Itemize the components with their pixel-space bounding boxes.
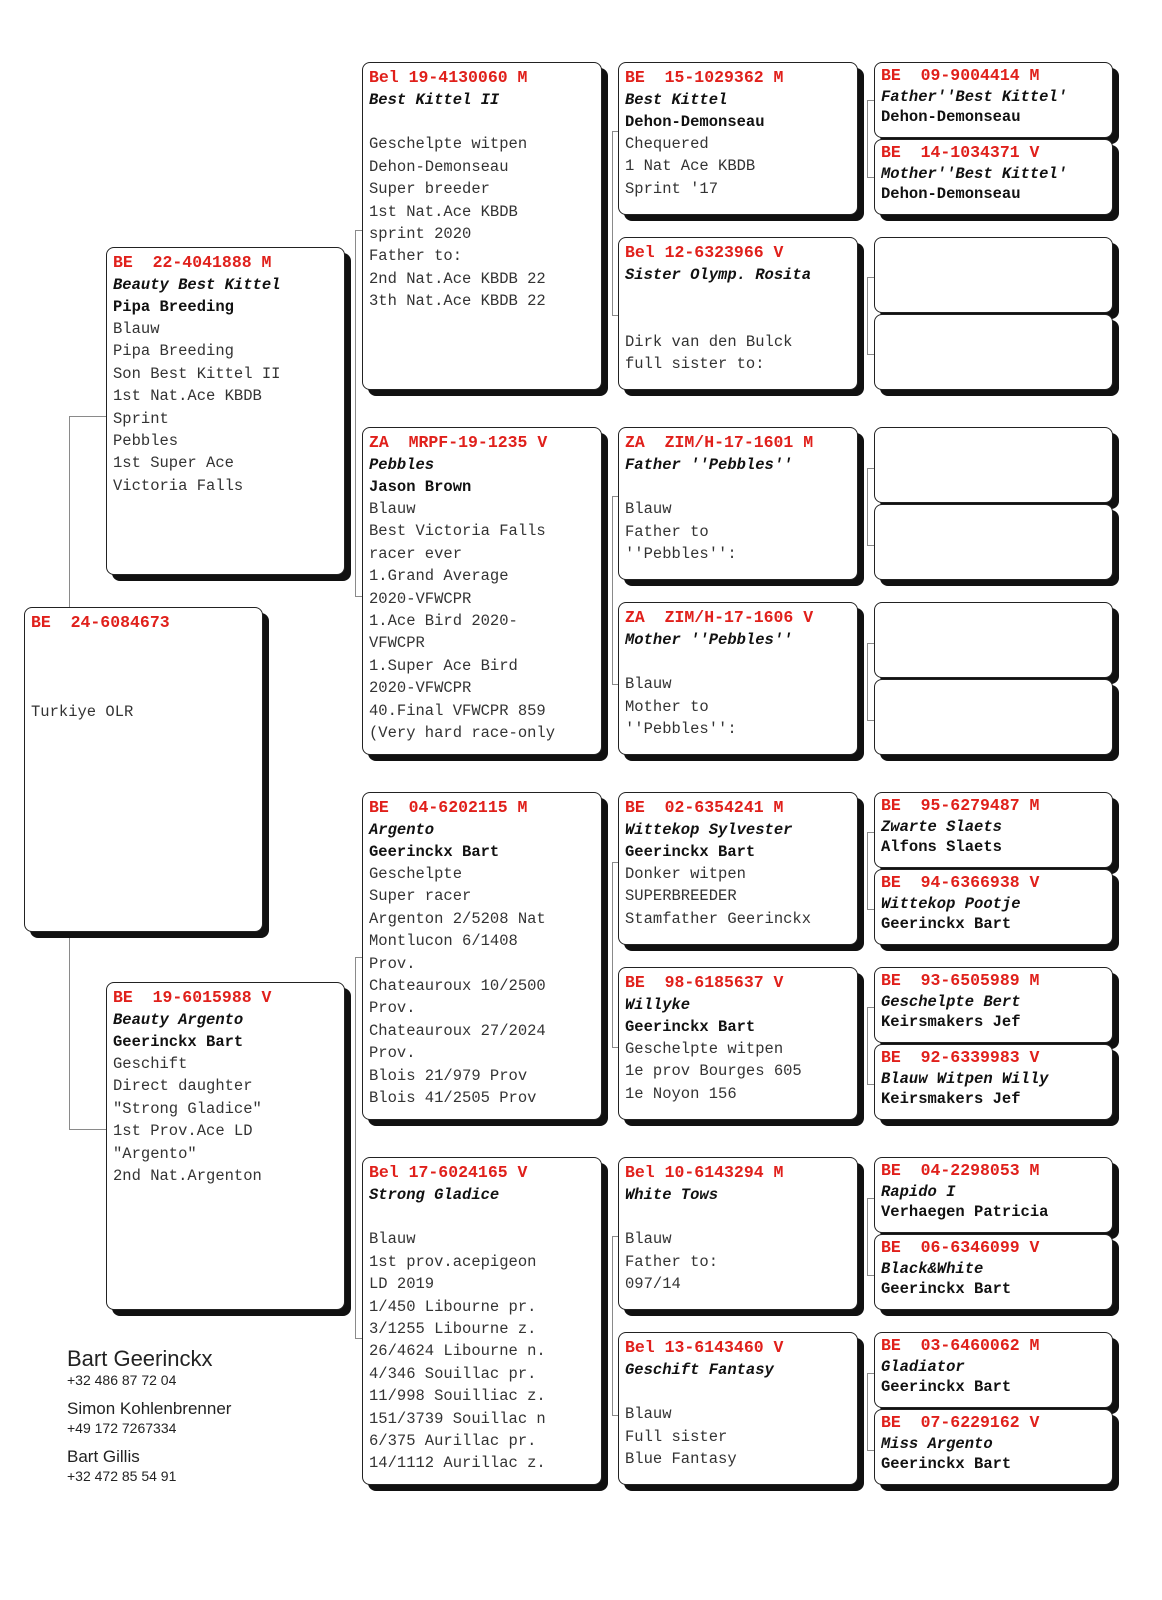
info-line: Blue Fantasy xyxy=(625,1450,737,1469)
contact-name: Simon Kohlenbrenner xyxy=(67,1399,232,1418)
pigeon-name: Wittekop Pootje xyxy=(881,895,1021,913)
info-line xyxy=(625,308,851,330)
breeder-name: Geerinckx Bart xyxy=(625,843,756,861)
granddam-paternal-card[interactable] xyxy=(362,427,602,755)
ancestor-card-g4-4[interactable] xyxy=(874,427,1113,503)
info-line xyxy=(625,286,851,308)
info-line: Father to xyxy=(625,522,709,541)
info-line: 1st Nat.Ace KBDB xyxy=(113,387,262,406)
ring-number: BE 93-6505989 M xyxy=(881,971,1040,990)
info-line: 6/375 Aurillac pr. xyxy=(369,1432,537,1451)
info-line: Blauw xyxy=(625,675,672,694)
info-line: "Strong Gladice" xyxy=(113,1099,262,1118)
info-line: Blauw xyxy=(369,500,416,518)
info-line: 1 Nat Ace KBDB xyxy=(625,157,756,176)
breeder-name: Verhaegen Patricia xyxy=(881,1203,1049,1221)
ancestor-card-g3-4[interactable] xyxy=(618,792,858,945)
ring-number: BE 04-2298053 M xyxy=(881,1161,1040,1180)
dam-card[interactable] xyxy=(106,982,345,1310)
info-line: 2020-VFWCPR xyxy=(369,589,472,608)
ancestor-card-g3-1[interactable] xyxy=(618,237,858,390)
info-line: SUPERBREEDER xyxy=(625,887,737,906)
info-line: sprint 2020 xyxy=(369,225,472,244)
info-line: Pebbles xyxy=(113,432,179,451)
connector-g3-5 xyxy=(867,1007,874,1085)
info-line: Turkiye OLR xyxy=(31,703,134,722)
breeder-name: Geerinckx Bart xyxy=(369,843,500,861)
pigeon-name: Strong Gladice xyxy=(369,1186,500,1204)
breeder-name: Keirsmakers Jef xyxy=(881,1013,1021,1031)
info-line: Blois 21/979 Prov xyxy=(369,1066,528,1085)
contact-name: Bart Geerinckx xyxy=(67,1346,213,1371)
ring-number: BE 24-6084673 xyxy=(31,613,170,632)
pigeon-name: Mother ''Pebbles'' xyxy=(625,631,793,649)
info-line: 097/14 xyxy=(625,1275,681,1294)
info-line xyxy=(625,651,851,673)
ring-number: ZA MRPF-19-1235 V xyxy=(369,433,548,452)
pigeon-name: Geschelpte Bert xyxy=(881,993,1021,1011)
pigeon-name: Mother''Best Kittel' xyxy=(881,165,1068,183)
ancestor-card-g4-2[interactable] xyxy=(874,237,1113,313)
ancestor-card-g4-8[interactable] xyxy=(874,792,1113,868)
ancestor-card-g3-6[interactable] xyxy=(618,1157,858,1310)
connector-g3-6 xyxy=(867,1198,874,1276)
info-line: Sprint xyxy=(113,409,169,428)
info-line: 3th Nat.Ace KBDB 22 xyxy=(369,292,546,311)
ring-number: BE 03-6460062 M xyxy=(881,1336,1040,1355)
info-line: 1st Prov.Ace LD xyxy=(113,1122,253,1141)
info-line: Geschelpte witpen xyxy=(625,1040,784,1058)
contact-phone[interactable]: +32 472 85 54 91 xyxy=(67,1468,177,1484)
breeder-name: Geerinckx Bart xyxy=(881,1378,1012,1396)
info-line xyxy=(369,111,595,133)
contact-name: Bart Gillis xyxy=(67,1447,140,1466)
info-line: Father to: xyxy=(369,247,463,266)
info-line: Geschelpte xyxy=(369,865,463,883)
info-line: racer ever xyxy=(369,544,463,563)
ancestor-card-g4-12[interactable] xyxy=(874,1157,1113,1233)
breeder-name: Alfons Slaets xyxy=(881,838,1002,856)
connector-g3-1 xyxy=(867,277,874,355)
info-line: Victoria Falls xyxy=(113,476,244,495)
contact-block xyxy=(67,1346,231,1494)
info-line xyxy=(625,1206,851,1228)
info-line: Mother to xyxy=(625,697,709,716)
connector-g3-4 xyxy=(867,832,874,910)
connector-g3-3 xyxy=(867,643,874,721)
info-line: Pipa Breeding xyxy=(113,342,234,361)
info-line: Dirk van den Bulck xyxy=(625,332,793,351)
info-line: Prov. xyxy=(369,999,416,1018)
info-line xyxy=(31,634,256,656)
info-line: 40.Final VFWCPR 859 xyxy=(369,701,546,720)
ancestor-card-g4-7[interactable] xyxy=(874,679,1113,755)
info-line: "Argento" xyxy=(113,1144,197,1163)
info-line: Stamfather Geerinckx xyxy=(625,909,812,928)
info-line: Chateauroux 27/2024 xyxy=(369,1021,546,1040)
ancestor-card-g4-1[interactable] xyxy=(874,139,1113,215)
info-line: 2nd Nat.Ace KBDB 22 xyxy=(369,269,546,288)
pigeon-name: Willyke xyxy=(625,996,691,1014)
ancestor-card-g4-9[interactable] xyxy=(874,869,1113,945)
ring-number: BE 95-6279487 M xyxy=(881,796,1040,815)
ring-number: BE 94-6366938 V xyxy=(881,873,1040,892)
ancestor-card-g3-7[interactable] xyxy=(618,1332,858,1485)
ancestor-card-g4-10[interactable] xyxy=(874,967,1113,1043)
info-line: full sister to: xyxy=(625,355,765,374)
pigeon-name: Rapido I xyxy=(881,1183,956,1201)
pigeon-name: Best Kittel II xyxy=(369,91,500,109)
pigeon-name: Argento xyxy=(369,821,435,839)
connector-g3-0 xyxy=(867,100,874,178)
info-line: LD 2019 xyxy=(369,1275,435,1294)
ancestor-card-g4-6[interactable] xyxy=(874,602,1113,678)
info-line: Full sister xyxy=(625,1427,728,1446)
breeder-name: Geerinckx Bart xyxy=(625,1018,756,1036)
ring-number: ZA ZIM/H-17-1606 V xyxy=(625,608,814,627)
ring-number: Bel 17-6024165 V xyxy=(369,1163,528,1182)
pigeon-name: Sister Olymp. Rosita xyxy=(625,266,812,284)
info-line xyxy=(369,1206,595,1228)
pigeon-name: Black&White xyxy=(881,1260,984,1278)
grandsire-paternal-card[interactable] xyxy=(362,62,602,390)
pigeon-name: Gladiator xyxy=(881,1358,965,1376)
ring-number: BE 09-9004414 M xyxy=(881,66,1040,85)
info-line: 11/998 Souilliac z. xyxy=(369,1387,546,1406)
breeder-name: Geerinckx Bart xyxy=(881,915,1012,933)
pigeon-name: Zwarte Slaets xyxy=(881,818,1002,836)
pigeon-name: Father''Best Kittel' xyxy=(881,88,1068,106)
ring-number: BE 07-6229162 V xyxy=(881,1413,1040,1432)
breeder-name: Dehon-Demonseau xyxy=(625,113,765,131)
pigeon-name: White Tows xyxy=(625,1186,719,1204)
info-line: 2020-VFWCPR xyxy=(369,679,472,698)
ring-number: BE 14-1034371 V xyxy=(881,143,1040,162)
breeder-name: Pipa Breeding xyxy=(113,298,234,316)
info-line xyxy=(625,1381,851,1403)
breeder-name: Jason Brown xyxy=(369,478,472,496)
info-line: Blauw xyxy=(625,500,672,519)
info-line: ''Pebbles'': xyxy=(625,545,737,564)
info-line xyxy=(625,476,851,498)
info-line: (Very hard race-only xyxy=(369,724,556,743)
breeder-name: Dehon-Demonseau xyxy=(881,185,1021,203)
info-line: Blauw xyxy=(113,320,160,338)
info-line: Direct daughter xyxy=(113,1077,253,1096)
info-line: Geschift xyxy=(113,1055,188,1073)
info-line: Sprint '17 xyxy=(625,179,719,198)
info-line: 1st Super Ace xyxy=(113,454,234,473)
breeder-name: Geerinckx Bart xyxy=(113,1033,244,1051)
info-line: Blauw xyxy=(625,1405,672,1424)
pigeon-name: Beauty Best Kittel xyxy=(113,276,281,294)
ring-number: BE 22-4041888 M xyxy=(113,253,272,272)
ring-number: BE 98-6185637 V xyxy=(625,973,784,992)
info-line: 26/4624 Libourne n. xyxy=(369,1342,546,1361)
ancestor-card-g4-11[interactable] xyxy=(874,1044,1113,1120)
ring-number: Bel 19-4130060 M xyxy=(369,68,528,87)
ancestor-card-g3-2[interactable] xyxy=(618,427,858,580)
contact-phone[interactable]: +32 486 87 72 04 xyxy=(67,1372,177,1388)
ring-number: BE 15-1029362 M xyxy=(625,68,784,87)
ring-number: BE 19-6015988 V xyxy=(113,988,272,1007)
granddam-maternal-card[interactable] xyxy=(362,1157,602,1485)
info-line: 3/1255 Libourne z. xyxy=(369,1320,537,1339)
info-line: 1.Super Ace Bird xyxy=(369,656,518,675)
info-line: Best Victoria Falls xyxy=(369,522,546,541)
info-line xyxy=(31,679,256,701)
ring-number: Bel 10-6143294 M xyxy=(625,1163,784,1182)
pigeon-name: Father ''Pebbles'' xyxy=(625,456,793,474)
subject-card[interactable] xyxy=(24,607,263,932)
breeder-name: Geerinckx Bart xyxy=(881,1280,1012,1298)
pigeon-name: Geschift Fantasy xyxy=(625,1361,774,1379)
info-line: Super racer xyxy=(369,887,472,906)
sire-card[interactable] xyxy=(106,247,345,575)
info-line: 1.Grand Average xyxy=(369,567,509,586)
info-line: Father to: xyxy=(625,1252,719,1271)
ancestor-card-g3-0[interactable] xyxy=(618,62,858,215)
ring-number: ZA ZIM/H-17-1601 M xyxy=(625,433,814,452)
breeder-name: Keirsmakers Jef xyxy=(881,1090,1021,1108)
info-line: 1st Nat.Ace KBDB xyxy=(369,202,518,221)
ancestor-card-g4-15[interactable] xyxy=(874,1409,1113,1485)
info-line: 14/1112 Aurillac z. xyxy=(369,1454,546,1473)
info-line: VFWCPR xyxy=(369,634,425,653)
info-line: Prov. xyxy=(369,954,416,973)
info-line: 4/346 Souillac pr. xyxy=(369,1364,537,1383)
pigeon-name: Miss Argento xyxy=(881,1435,993,1453)
info-line: Son Best Kittel II xyxy=(113,364,281,383)
ancestor-card-g4-3[interactable] xyxy=(874,314,1113,390)
ancestor-card-g4-13[interactable] xyxy=(874,1234,1113,1310)
breeder-name: Geerinckx Bart xyxy=(881,1455,1012,1473)
info-line: Donker witpen xyxy=(625,865,746,883)
info-line: 1/450 Libourne pr. xyxy=(369,1297,537,1316)
pigeon-name: Pebbles xyxy=(369,456,435,474)
pigeon-name: Best Kittel xyxy=(625,91,728,109)
info-line: Dehon-Demonseau xyxy=(369,157,509,176)
ring-number: BE 02-6354241 M xyxy=(625,798,784,817)
info-line: Prov. xyxy=(369,1044,416,1063)
info-line: 1e prov Bourges 605 xyxy=(625,1062,802,1081)
ring-number: BE 06-6346099 V xyxy=(881,1238,1040,1257)
info-line: Chateauroux 10/2500 xyxy=(369,977,546,996)
ancestor-card-g4-5[interactable] xyxy=(874,504,1113,580)
ancestor-card-g3-3[interactable] xyxy=(618,602,858,755)
info-line: Blois 41/2505 Prov xyxy=(369,1089,537,1108)
info-line: Blauw xyxy=(625,1230,672,1249)
ring-number: BE 04-6202115 M xyxy=(369,798,528,817)
ancestor-card-g3-5[interactable] xyxy=(618,967,858,1120)
info-line xyxy=(31,656,256,678)
pigeon-name: Wittekop Sylvester xyxy=(625,821,793,839)
info-line: 2nd Nat.Argenton xyxy=(113,1167,262,1186)
breeder-name: Dehon-Demonseau xyxy=(881,108,1021,126)
ring-number: BE 92-6339983 V xyxy=(881,1048,1040,1067)
ring-number: Bel 13-6143460 V xyxy=(625,1338,784,1357)
info-line: Argenton 2/5208 Nat xyxy=(369,909,546,928)
info-line: 151/3739 Souillac n xyxy=(369,1409,546,1428)
info-line: 1e Noyon 156 xyxy=(625,1084,737,1103)
contact-phone[interactable]: +49 172 7267334 xyxy=(67,1420,177,1436)
info-line: Geschelpte witpen xyxy=(369,135,528,154)
ring-number: Bel 12-6323966 V xyxy=(625,243,784,262)
connector-g3-7 xyxy=(867,1373,874,1451)
ancestor-card-g4-0[interactable] xyxy=(874,62,1113,138)
info-line: ''Pebbles'': xyxy=(625,720,737,739)
info-line: Montlucon 6/1408 xyxy=(369,932,518,951)
info-line: Super breeder xyxy=(369,180,490,199)
connector-g3-2 xyxy=(867,468,874,546)
ancestor-card-g4-14[interactable] xyxy=(874,1332,1113,1408)
pigeon-name: Beauty Argento xyxy=(113,1011,244,1029)
info-line: 1.Ace Bird 2020- xyxy=(369,612,518,631)
pigeon-name: Blauw Witpen Willy xyxy=(881,1070,1049,1088)
info-line: 1st prov.acepigeon xyxy=(369,1252,537,1271)
info-line: Chequered xyxy=(625,135,709,153)
grandsire-maternal-card[interactable] xyxy=(362,792,602,1120)
info-line: Blauw xyxy=(369,1230,416,1249)
